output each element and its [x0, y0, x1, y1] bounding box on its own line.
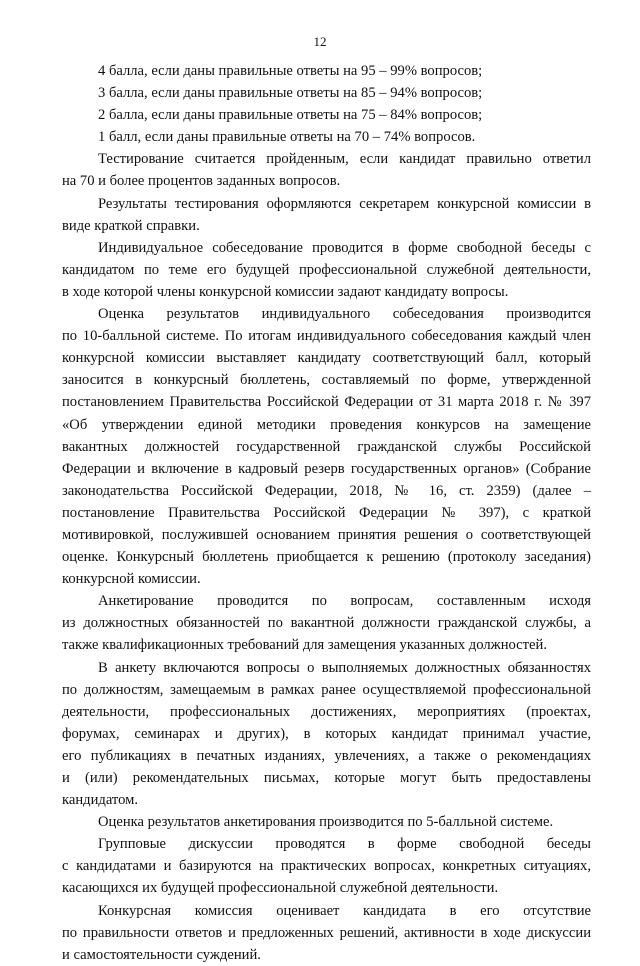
text-line: 3 балла, если даны правильные ответы на 85 – 94% вопросов; — [98, 85, 483, 102]
text-line: его публикациях в печатных изданиях, увлечениях, а также о рекомендациях — [62, 747, 591, 764]
text-line: на 70 и более процентов заданных вопросов. — [62, 173, 341, 190]
text-line: Индивидуальное собеседование проводится в форме свободной беседы с — [98, 239, 591, 256]
text-line: законодательства Российской Федерации, 2018, № 16, ст. 2359) (далее – — [62, 482, 591, 499]
text-line: Конкурсная комиссия оценивает кандидата в его отсутствие — [98, 902, 591, 919]
text-line: и самостоятельности суждений. — [62, 946, 261, 963]
text-line: «Об утверждении единой методики проведения конкурсов на замещение — [62, 416, 591, 433]
text-line: мотивировкой, послужившей основанием принятия решения о соответствующей — [62, 526, 591, 543]
text-line: 2 балла, если даны правильные ответы на 75 – 84% вопросов; — [98, 107, 483, 124]
page-number: 12 — [313, 34, 327, 49]
text-line: форумах, семинарах и других), в которых кандидат принимал участие, — [62, 725, 591, 742]
text-line: Результаты тестирования оформляются секретарем конкурсной комиссии в — [98, 195, 591, 212]
document-body — [62, 60, 591, 966]
text-line: Оценка результатов анкетирования производится по 5-балльной системе. — [98, 814, 554, 831]
text-line: Групповые дискуссии проводятся в форме свободной беседы — [98, 836, 591, 853]
text-line: также квалификационных требований для замещения указанных должностей. — [62, 637, 547, 654]
text-line: Анкетирование проводится по вопросам, составленным исходя — [98, 593, 591, 610]
text-line: Федерации и включение в кадровый резерв государственных органов» (Собрание — [62, 460, 591, 477]
text-line: 1 балл, если даны правильные ответы на 70 – 74% вопросов. — [98, 129, 476, 146]
text-line: постановление Правительства Российской Федерации № 397), с краткой — [62, 504, 591, 521]
text-line: В анкету включаются вопросы о выполняемых должностных обязанностях — [98, 659, 591, 676]
text-line: 4 балла, если даны правильные ответы на 95 – 99% вопросов; — [98, 63, 483, 79]
text-line: по 10-балльной системе. По итогам индивидуального собеседования каждый член — [62, 328, 591, 345]
text-line: кандидатом по теме его будущей профессиональной служебной деятельности, — [62, 261, 591, 278]
text-line: кандидатом. — [62, 792, 139, 809]
text-line: заносится в конкурсный бюллетень, составляемый по форме, утвержденной — [62, 372, 591, 389]
text-line: деятельности, профессиональных достижениях, мероприятиях (проектах, — [62, 703, 591, 720]
text-line: в ходе которой члены конкурсной комиссии задают кандидату вопросы. — [62, 283, 509, 300]
text-line: вакантных должностей государственной гражданской службы Российской — [62, 438, 591, 455]
text-line: виде краткой справки. — [62, 217, 200, 234]
text-line: по правильности ответов и предложенных решений, активности в ходе дискуссии — [62, 924, 591, 941]
text-line: Тестирование считается пройденным, если кандидат правильно ответил — [98, 151, 591, 168]
text-line: Оценка результатов индивидуального собеседования производится — [98, 306, 591, 323]
text-line: и (или) рекомендательных письмах, которые могут быть предоставлены — [62, 770, 591, 786]
text-line: из должностных обязанностей по вакантной должности гражданской службы, а — [62, 615, 591, 632]
text-line: по должностям, замещаемым в рамках ранее осуществляемой профессиональной — [62, 681, 591, 698]
text-line: с кандидатами и базируются на практических вопросах, конкретных ситуациях, — [62, 858, 591, 875]
text-line: конкурсной комиссии выставляет кандидату соответствующий балл, который — [62, 350, 591, 367]
text-line: оценке. Конкурсный бюллетень приобщается к решению (протоколу заседания) — [62, 549, 591, 566]
text-line: касающихся их будущей профессиональной служебной деятельности. — [62, 880, 499, 897]
text-line: постановлением Правительства Российской Федерации от 31 марта 2018 г. № 397 — [62, 394, 591, 411]
text-line: конкурсной комиссии. — [62, 571, 201, 588]
